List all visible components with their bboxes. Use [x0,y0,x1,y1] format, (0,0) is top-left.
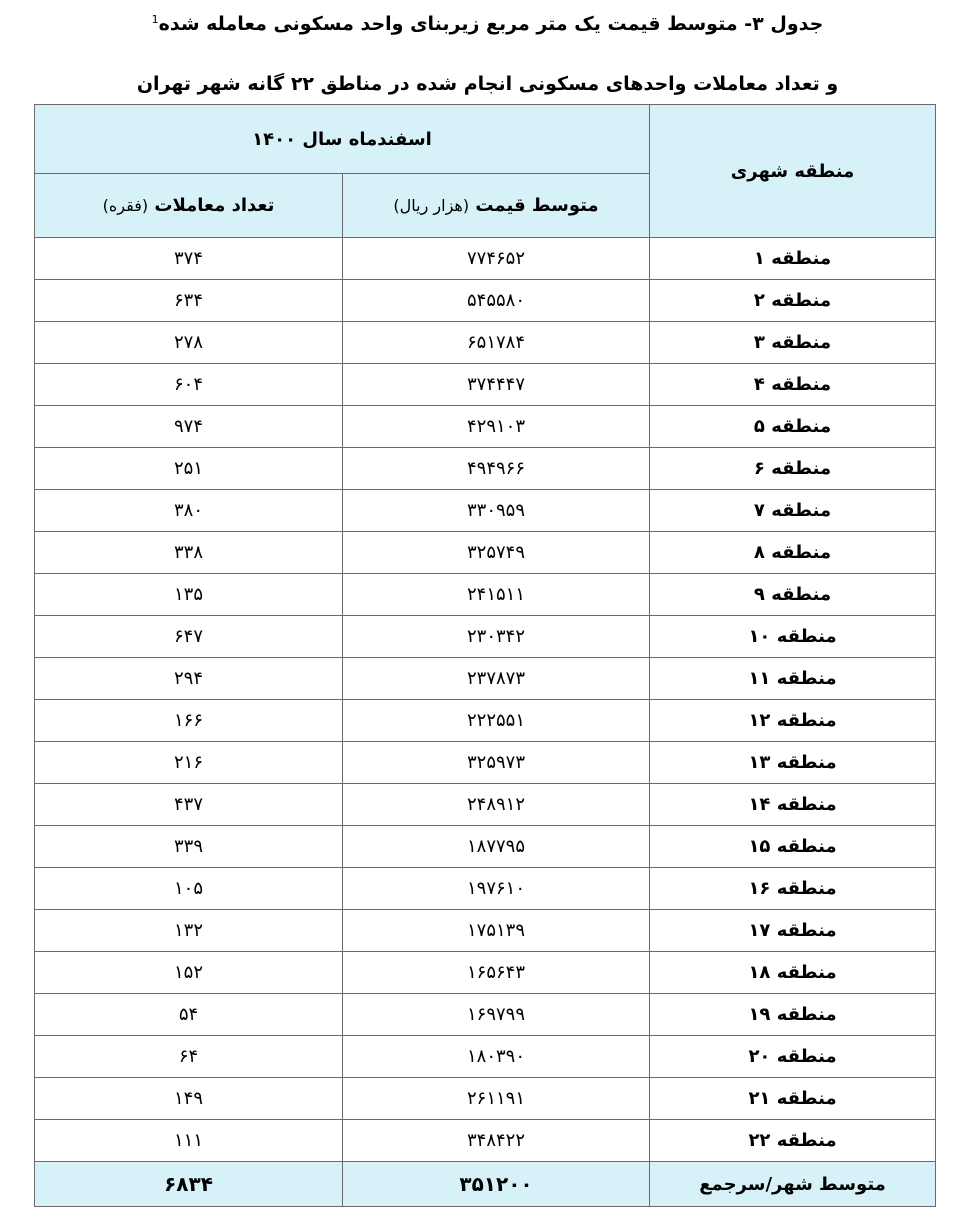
table-row [35,406,936,448]
count-cell: ۲۷۸ [35,322,343,364]
table-row [35,238,936,280]
price-cell: ۳۳۰۹۵۹ [343,490,650,532]
count-cell: ۳۸۰ [35,490,343,532]
price-cell: ۱۸۷۷۹۵ [343,826,650,868]
count-cell: ۹۷۴ [35,406,343,448]
count-cell: ۳۳۸ [35,532,343,574]
count-cell: ۵۴ [35,994,343,1036]
region-cell: منطقه ۱۶ [650,868,936,910]
count-cell: ۱۱۱ [35,1120,343,1162]
count-cell: ۶۴ [35,1036,343,1078]
price-cell: ۱۸۰۳۹۰ [343,1036,650,1078]
table-row [35,1036,936,1078]
header-region: منطقه شهری [650,105,936,238]
header-count [35,174,343,238]
region-cell: منطقه ۲۲ [650,1120,936,1162]
region-cell: منطقه ۱۸ [650,952,936,994]
price-cell: ۳۲۵۹۷۳ [343,742,650,784]
region-cell: منطقه ۱۰ [650,616,936,658]
table-row [35,364,936,406]
total-price-cell: ۳۵۱۲۰۰ [343,1162,650,1207]
price-table [34,104,936,1207]
count-cell: ۱۳۲ [35,910,343,952]
table-title-line-1 [0,12,975,36]
count-cell: ۳۷۴ [35,238,343,280]
table-row [35,1078,936,1120]
table-title-line-2: و تعداد معاملات واحدهای مسکونی انجام شده در مناطق ۲۲ گانه شهر تهران [136,73,839,95]
region-cell: منطقه ۷ [650,490,936,532]
price-cell: ۳۴۸۴۲۲ [343,1120,650,1162]
price-cell: ۵۴۵۵۸۰ [343,280,650,322]
count-cell: ۶۳۴ [35,280,343,322]
price-cell: ۴۲۹۱۰۳ [343,406,650,448]
table-row [35,448,936,490]
table-row [35,826,936,868]
price-cell: ۱۷۵۱۳۹ [343,910,650,952]
count-cell: ۱۶۶ [35,700,343,742]
price-cell: ۲۶۱۱۹۱ [343,1078,650,1120]
count-cell: ۶۰۴ [35,364,343,406]
header-price-label: متوسط قیمت [475,195,599,216]
header-price [343,174,650,238]
price-cell: ۳۲۵۷۴۹ [343,532,650,574]
region-cell: منطقه ۱۷ [650,910,936,952]
count-cell: ۱۳۵ [35,574,343,616]
count-cell: ۶۴۷ [35,616,343,658]
price-cell: ۱۶۵۶۴۳ [343,952,650,994]
region-cell: منطقه ۸ [650,532,936,574]
count-cell: ۴۳۷ [35,784,343,826]
footnote-mark: 1 [151,13,159,26]
price-cell: ۳۷۴۴۴۷ [343,364,650,406]
table-row [35,574,936,616]
price-cell: ۱۶۹۷۹۹ [343,994,650,1036]
region-cell: منطقه ۱ [650,238,936,280]
header-count-label: تعداد معاملات [154,195,275,216]
table-row [35,910,936,952]
region-cell: منطقه ۶ [650,448,936,490]
table-row [35,1120,936,1162]
region-cell: منطقه ۲ [650,280,936,322]
table-row [35,490,936,532]
table-row [35,532,936,574]
table-body [35,238,936,1162]
count-cell: ۱۰۵ [35,868,343,910]
region-cell: منطقه ۳ [650,322,936,364]
price-cell: ۶۵۱۷۸۴ [343,322,650,364]
count-cell: ۲۹۴ [35,658,343,700]
table-row [35,700,936,742]
count-cell: ۱۵۲ [35,952,343,994]
table-row [35,616,936,658]
price-cell: ۲۴۸۹۱۲ [343,784,650,826]
total-region-cell: متوسط شهر/سرجمع [650,1162,936,1207]
region-cell: منطقه ۵ [650,406,936,448]
region-cell: منطقه ۱۹ [650,994,936,1036]
region-cell: منطقه ۲۰ [650,1036,936,1078]
price-cell: ۲۴۱۵۱۱ [343,574,650,616]
region-cell: منطقه ۲۱ [650,1078,936,1120]
price-cell: ۲۲۲۵۵۱ [343,700,650,742]
header-count-unit: (فقره) [102,196,149,215]
count-cell: ۲۱۶ [35,742,343,784]
total-row [35,1162,936,1207]
table-row [35,322,936,364]
price-cell: ۴۹۴۹۶۶ [343,448,650,490]
price-cell: ۲۳۰۳۴۲ [343,616,650,658]
table-row [35,742,936,784]
table-title-text: جدول ۳- متوسط قیمت یک متر مربع زیربنای واحد مسکونی معامله شده [158,13,824,35]
count-cell: ۲۵۱ [35,448,343,490]
region-cell: منطقه ۱۱ [650,658,936,700]
price-cell: ۷۷۴۶۵۲ [343,238,650,280]
table-row [35,994,936,1036]
header-period: اسفندماه سال ۱۴۰۰ [35,105,650,174]
count-cell: ۳۳۹ [35,826,343,868]
table-row [35,868,936,910]
region-cell: منطقه ۴ [650,364,936,406]
region-cell: منطقه ۹ [650,574,936,616]
region-cell: منطقه ۱۳ [650,742,936,784]
header-price-unit: (هزار ریال) [393,196,470,215]
region-cell: منطقه ۱۵ [650,826,936,868]
price-cell: ۱۹۷۶۱۰ [343,868,650,910]
table-row [35,280,936,322]
region-cell: منطقه ۱۴ [650,784,936,826]
table-row [35,784,936,826]
count-cell: ۱۴۹ [35,1078,343,1120]
region-cell: منطقه ۱۲ [650,700,936,742]
table-row [35,952,936,994]
table-row [35,658,936,700]
price-cell: ۲۳۷۸۷۳ [343,658,650,700]
total-count-cell: ۶۸۳۴ [35,1162,343,1207]
